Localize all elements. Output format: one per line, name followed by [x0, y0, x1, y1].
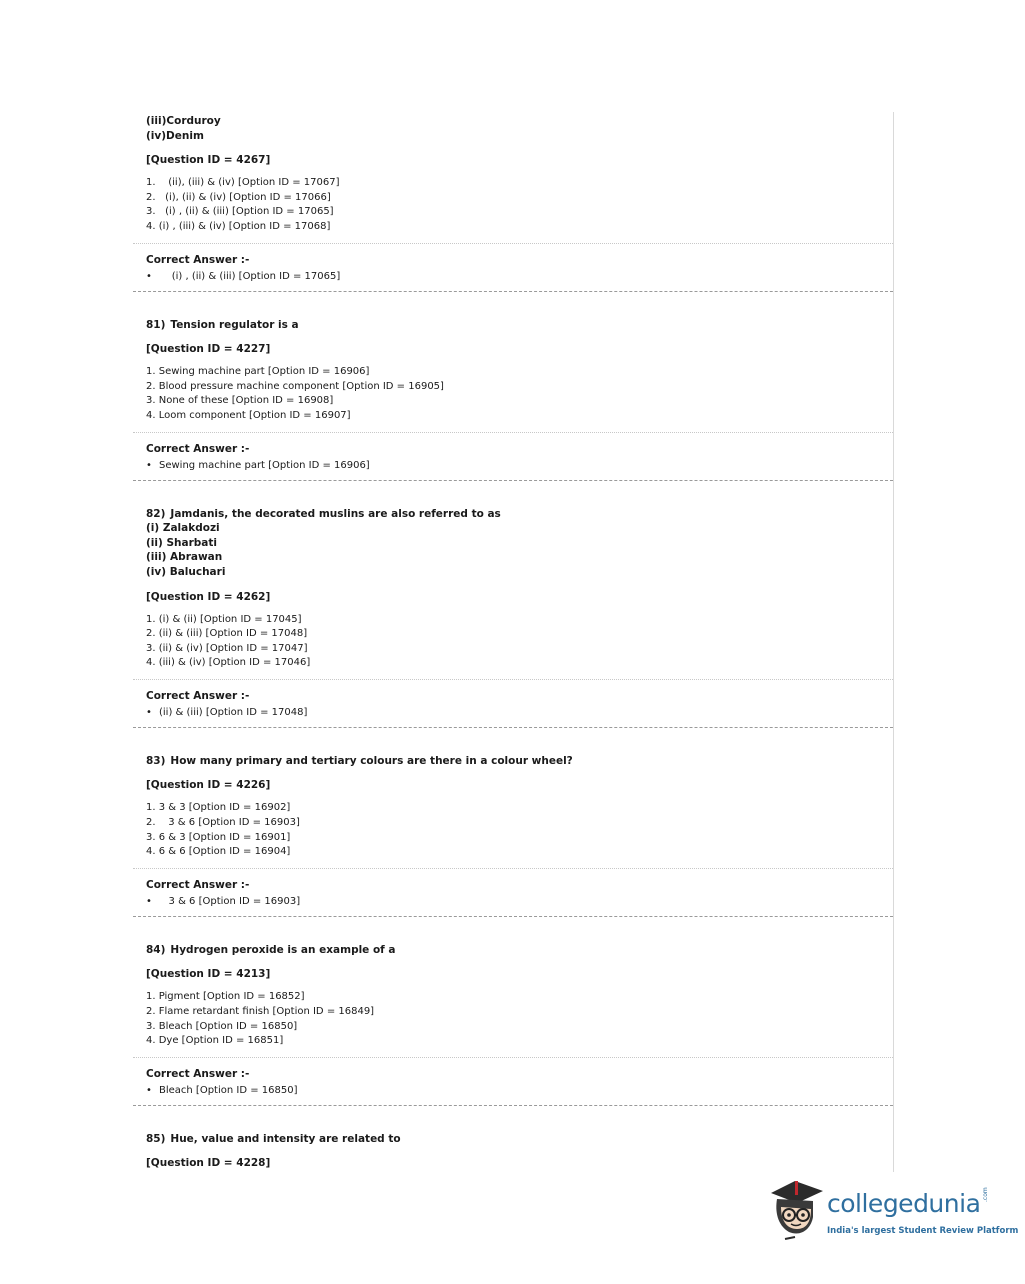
option-list — [146, 365, 893, 423]
sub-item: (iv) Baluchari — [146, 565, 226, 578]
exam-page — [133, 112, 894, 1172]
mascot-icon — [767, 1177, 827, 1247]
logo-dotcom: .com — [982, 1187, 989, 1202]
question-81 — [133, 292, 893, 473]
sub-item: (iii)Corduroy — [146, 115, 221, 127]
option-item: 3. Bleach [Option ID = 16850] — [146, 1020, 298, 1032]
option-item: 2. Flame retardant finish [Option ID = 16849] — [146, 1006, 375, 1018]
logo-brand-text: collegedunia — [827, 1189, 981, 1218]
question-number: 81) — [146, 318, 166, 331]
option-item: 4. (i) , (iii) & (iv) [Option ID = 17068] — [146, 220, 331, 232]
question-number: 84) — [146, 943, 166, 956]
question-text: Tension regulator is a — [170, 318, 299, 331]
correct-answer-title: Correct Answer :- — [146, 253, 250, 266]
correct-answer-item — [146, 459, 893, 473]
question-text: How many primary and tertiary colours are there in a colour wheel? — [170, 754, 573, 767]
option-list — [146, 176, 893, 234]
correct-answer-block — [146, 680, 893, 720]
correct-answer-text: 3 & 6 [Option ID = 16903] — [159, 895, 301, 907]
sub-item: (i) Zalakdozi — [146, 522, 220, 535]
question-heading — [146, 754, 893, 769]
bullet-icon: • — [146, 459, 152, 471]
sub-item: (ii) Sharbati — [146, 536, 217, 549]
correct-answer-title: Correct Answer :- — [146, 689, 250, 702]
option-item: 1. Pigment [Option ID = 16852] — [146, 991, 305, 1003]
question-number: 85) — [146, 1132, 166, 1145]
correct-answer-block — [146, 433, 893, 473]
correct-answer-title: Correct Answer :- — [146, 1067, 250, 1080]
correct-answer-block — [146, 244, 893, 284]
option-item: 2. 3 & 6 [Option ID = 16903] — [146, 817, 300, 829]
option-item: 4. (iii) & (iv) [Option ID = 17046] — [146, 657, 311, 669]
option-item: 3. None of these [Option ID = 16908] — [146, 395, 334, 407]
option-item: 1. (ii), (iii) & (iv) [Option ID = 17067] — [146, 177, 340, 189]
option-item: 4. 6 & 6 [Option ID = 16904] — [146, 846, 291, 858]
question-heading — [146, 943, 893, 958]
bullet-icon: • — [146, 895, 152, 907]
correct-answer-text: Sewing machine part [Option ID = 16906] — [159, 459, 370, 471]
bullet-icon: • — [146, 270, 152, 282]
option-item: 3. (ii) & (iv) [Option ID = 17047] — [146, 642, 308, 654]
question-id: [Question ID = 4228] — [146, 1157, 271, 1170]
correct-answer-title: Correct Answer :- — [146, 442, 250, 455]
option-item: 4. Dye [Option ID = 16851] — [146, 1035, 284, 1047]
correct-answer-item — [146, 270, 893, 284]
question-83 — [133, 728, 893, 909]
question-85 — [133, 1106, 893, 1170]
bullet-icon: • — [146, 706, 152, 718]
question-heading — [146, 1132, 893, 1147]
correct-answer-text: Bleach [Option ID = 16850] — [159, 1084, 298, 1096]
option-list — [146, 613, 893, 671]
correct-answer-item — [146, 1084, 893, 1098]
correct-answer-item — [146, 895, 893, 909]
question-84 — [133, 917, 893, 1098]
option-item: 2. (i), (ii) & (iv) [Option ID = 17066] — [146, 191, 331, 203]
question-id: [Question ID = 4227] — [146, 343, 271, 356]
previous-question-tail — [133, 112, 893, 284]
question-text: Hue, value and intensity are related to — [170, 1132, 401, 1145]
question-id: [Question ID = 4267] — [146, 154, 271, 167]
question-id: [Question ID = 4226] — [146, 779, 271, 792]
sub-item: (iv)Denim — [146, 129, 204, 142]
option-item: 1. (i) & (ii) [Option ID = 17045] — [146, 613, 302, 625]
question-text: Hydrogen peroxide is an example of a — [170, 943, 396, 956]
option-item: 4. Loom component [Option ID = 16907] — [146, 409, 351, 421]
option-item: 3. 6 & 3 [Option ID = 16901] — [146, 831, 291, 843]
correct-answer-block — [146, 869, 893, 909]
question-id: [Question ID = 4262] — [146, 590, 271, 603]
question-82 — [133, 481, 893, 720]
option-item: 2. Blood pressure machine component [Option ID = 16905] — [146, 380, 444, 392]
correct-answer-text: (i) , (ii) & (iii) [Option ID = 17065] — [159, 270, 341, 282]
correct-answer-title: Correct Answer :- — [146, 878, 250, 891]
question-heading — [146, 507, 893, 522]
question-number: 83) — [146, 754, 166, 767]
option-item: 2. (ii) & (iii) [Option ID = 17048] — [146, 628, 308, 640]
option-item: 1. Sewing machine part [Option ID = 16906] — [146, 366, 370, 378]
option-item: 3. (i) , (ii) & (iii) [Option ID = 17065] — [146, 206, 334, 218]
question-text: Jamdanis, the decorated muslins are also referred to as — [170, 507, 501, 520]
correct-answer-text: (ii) & (iii) [Option ID = 17048] — [159, 706, 308, 718]
option-list — [146, 990, 893, 1048]
question-id: [Question ID = 4213] — [146, 968, 271, 981]
question-number: 82) — [146, 507, 166, 520]
correct-answer-block — [146, 1058, 893, 1098]
correct-answer-item — [146, 706, 893, 720]
sub-item: (iii) Abrawan — [146, 551, 223, 564]
bullet-icon: • — [146, 1084, 152, 1096]
collegedunia-logo — [765, 1175, 1019, 1250]
option-item: 1. 3 & 3 [Option ID = 16902] — [146, 802, 291, 814]
logo-tagline: India's largest Student Review Platform — [827, 1226, 1019, 1236]
question-heading — [146, 318, 893, 333]
option-list — [146, 801, 893, 859]
